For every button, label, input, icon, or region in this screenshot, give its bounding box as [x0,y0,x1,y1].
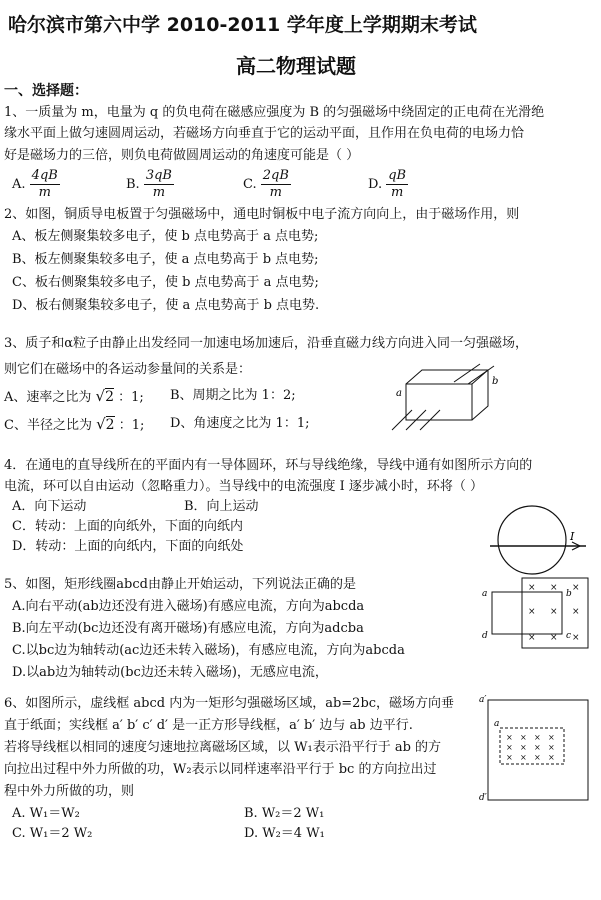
svg-text:×: × [572,583,580,593]
q6-line1: 6、如图所示，虚线框 abcd 内为一矩形匀强磁场区域，ab=2bc，磁场方向垂 [4,696,455,711]
svg-text:×: × [534,733,541,742]
q1-option-d-label: D. [368,177,383,192]
q5-stem: 5、如图，矩形线圈abcd由静止开始运动，下列说法正确的是 [4,577,356,592]
svg-text:×: × [520,753,527,762]
q1-option-a-label: A. [12,177,26,192]
q3-label-b: b [492,376,499,387]
q3-option-a-prefix: A、速率之比为 [4,390,92,405]
svg-text:×: × [548,733,555,742]
plate-top-face [406,370,488,384]
svg-text:×: × [506,743,513,752]
svg-text:×: × [528,633,536,643]
q6-option-b: B. W₂＝2 W₁ [244,806,325,821]
q5-label-c: c [566,631,572,641]
sqrt-symbol: √ [95,387,106,405]
q3-option-c-prefix: C、半径之比为 [4,418,92,433]
q3-line2: 则它们在磁场中的各运动参量间的关系是： [4,362,252,377]
field-line-4 [454,364,480,382]
svg-text:×: × [550,583,558,593]
q1-option-b-fraction [144,168,174,201]
q1-option-d-numerator: qB [388,168,407,183]
q5-option-c: C.以bc边为轴转动(ac边还未转入磁场)，有感应电流，方向为abcda [12,643,405,658]
q6-option-c: C. W₁＝2 W₂ [12,826,93,841]
q1-option-b-numerator: 3qB [145,168,172,183]
q1-option-d-fraction [386,168,408,201]
q6-label-d-prime: d′ [479,793,487,803]
q1-option-c-numerator: 2qB [262,168,289,183]
q1-option-c-denominator: m [269,185,282,200]
q6-line4: 向拉出过程中外力所做的功，W₂表示以同样速率沿平行于 bc 的方向拉出过 [4,762,437,777]
q3-option-a-suffix: ：1; [118,390,144,405]
q1-option-c-fraction [261,168,291,201]
q4-label-current: I [570,530,575,543]
q6-label-a: a [494,719,500,729]
field-crosses [506,733,555,762]
q2-option-a: A、板左侧聚集较多电子，使 b 点电势高于 a 点电势; [12,229,319,244]
svg-text:×: × [550,607,558,617]
q3-line1: 3、质子和α粒子由静止出发经同一加速电场加速后，沿垂直磁力线方向进入同一匀强磁场， [4,336,529,351]
svg-text:×: × [534,753,541,762]
q6-option-a: A. W₁＝W₂ [12,806,80,821]
q6-line2: 直于纸面；实线框 a′ b′ c′ d′ 是一正方形导线框，a′ b′ 边与 ab 边平行. [4,718,413,733]
q2-option-b: B、板左侧聚集较多电子，使 a 点电势高于 b 点电势; [12,252,319,267]
conducting-ring [498,506,566,574]
svg-text:×: × [506,733,513,742]
q6-frame-figure [476,692,594,804]
q1-option-b [126,168,174,201]
q3-option-d: D、角速度之比为 1：1; [170,416,310,431]
q6-label-a-prime: a′ [479,695,487,705]
field-line-5 [468,366,494,384]
svg-text:×: × [528,607,536,617]
q2-option-c: C、板右侧聚集较多电子，使 b 点电势高于 a 点电势; [12,275,319,290]
sqrt-radicand: 2 [105,389,115,405]
q4-option-b: B．向上运动 [184,499,259,514]
q5-coil-figure [478,574,596,654]
q6-line3: 若将导线框以相同的速度匀速地拉离磁场区域，以 W₁表示沿平行于 ab 的方 [4,740,442,755]
q4-option-c: C．转动：上面的向纸外，下面的向纸内 [12,519,243,534]
q6-line5: 程中外力所做的功，则 [4,784,135,799]
q4-ring-figure [490,502,590,582]
q4-option-d: D．转动：上面的向纸内，下面的向纸处 [12,539,244,554]
svg-text:×: × [572,633,580,643]
q1-option-a-denominator: m [38,185,51,200]
svg-text:×: × [520,743,527,752]
q5-label-d: d [482,631,488,641]
svg-text:×: × [506,753,513,762]
q1-option-c [243,168,291,201]
q1-option-a-numerator: 4qB [31,168,58,183]
q1-option-b-label: B. [126,177,140,192]
q1-option-b-denominator: m [152,185,166,200]
q1-option-a [12,168,60,201]
svg-text:×: × [548,743,555,752]
q1-line3: 好是磁场力的三倍，则负电荷做圆周运动的角速度可能是（ ） [4,148,360,163]
q1-option-d [368,168,408,201]
svg-text:×: × [548,753,555,762]
sqrt-symbol: √ [96,415,106,433]
q5-option-d: D.以ab边为轴转动(bc边还未转入磁场)，无感应电流， [12,665,328,680]
svg-text:×: × [528,583,536,593]
subject-title: 高二物理试题 [236,54,356,78]
school-title: 哈尔滨市第六中学 2010-2011 学年度上学期期末考试 [8,14,477,36]
q4-option-a: A．向下运动 [12,499,87,514]
q3-option-c [4,414,144,436]
q2-stem: 2、如图，铜质导电板置于匀强磁场中，通电时铜板中电子流方向向上，由于磁场作用，则 [4,207,520,222]
section-title: 一、选择题： [4,83,88,99]
q1-line1: 1、一质量为 m，电量为 q 的负电荷在磁感应强度为 B 的匀强磁场中绕固定的正电荷在光滑绝 [4,105,545,120]
q5-option-b: B.向左平动(bc边还没有离开磁场)有感应电流，方向为adcba [12,621,364,636]
q5-label-a: a [482,589,488,599]
q1-option-c-label: C. [243,177,257,192]
q2-option-d: D、板右侧聚集较多电子，使 a 点电势高于 b 点电势. [12,298,320,313]
q1-option-d-denominator: m [391,185,404,200]
svg-text:×: × [572,607,580,617]
q5-label-b: b [566,589,572,599]
q3-option-b: B、周期之比为 1：2; [170,388,296,403]
sqrt-radicand: 2 [105,417,115,433]
plate-front-face [406,384,472,420]
svg-text:×: × [534,743,541,752]
svg-text:×: × [550,633,558,643]
q3-option-c-suffix: ：1; [118,418,145,433]
q3-option-a [4,386,144,408]
svg-text:×: × [520,733,527,742]
q4-line2: 电流，环可以自由运动（忽略重力）。当导线中的电流强度 I 逐步减小时，环将（ ） [4,479,484,494]
q6-option-d: D. W₂＝4 W₁ [244,826,325,841]
q4-line1: 4．在通电的直导线所在的平面内有一导体圆环，环与导线绝缘，导线中通有如图所示方向的 [4,458,533,473]
q3-label-a: a [396,388,402,399]
q5-option-a: A.向右平动(ab边还没有进入磁场)有感应电流，方向为abcda [12,599,365,614]
q1-option-a-fraction [30,168,60,201]
q3-plate-figure [392,362,512,432]
q1-line2: 缘水平面上做匀速圆周运动，若磁场方向垂直于它的运动平面，且作用在负电荷的电场力恰 [4,126,525,141]
